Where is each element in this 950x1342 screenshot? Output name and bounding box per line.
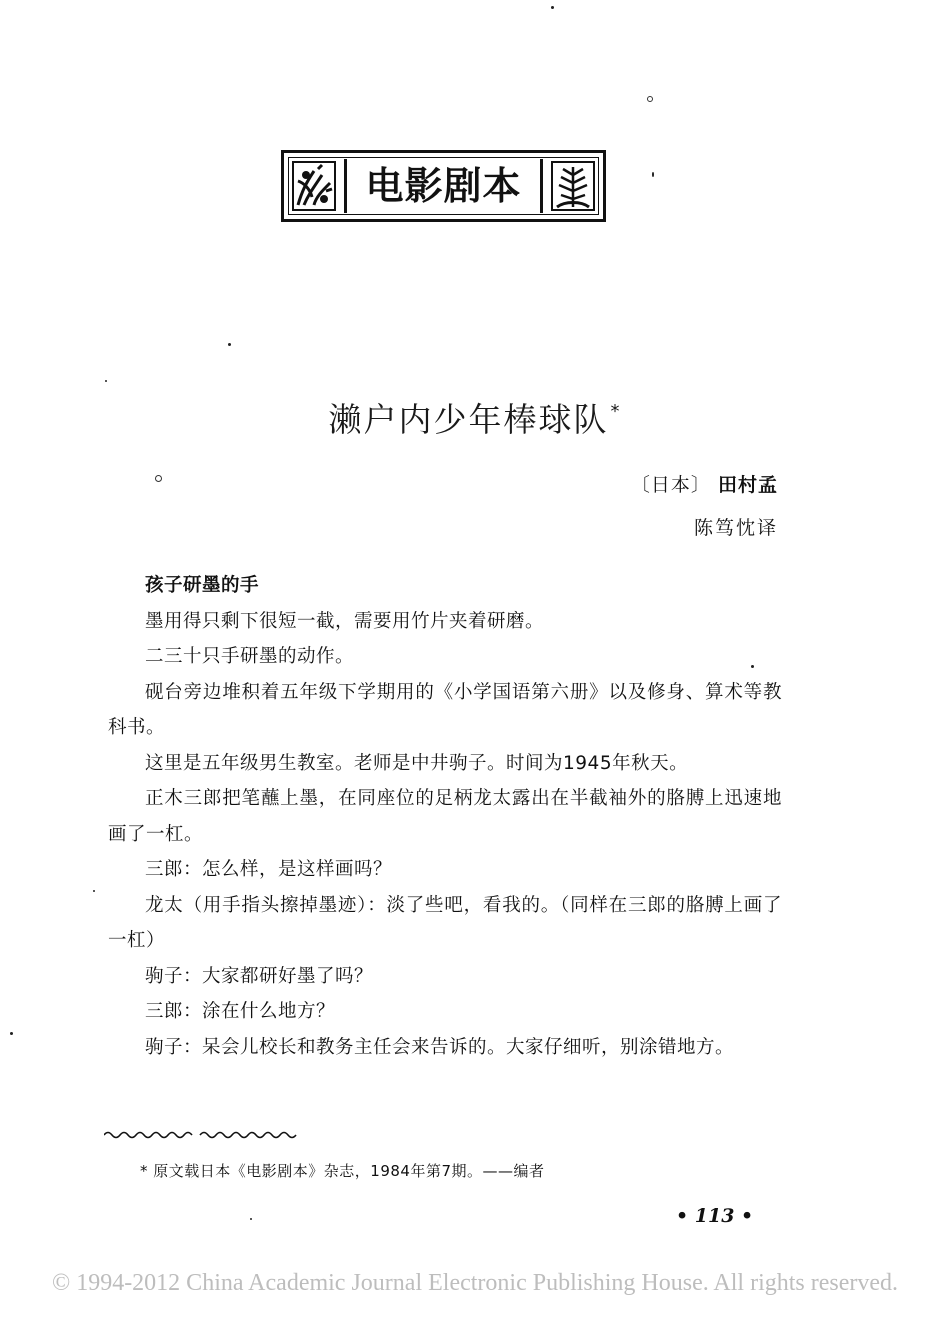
author-line (631, 470, 778, 497)
banner-ornament-right-icon (551, 161, 595, 211)
page-number: • 113 • (676, 1205, 754, 1227)
title-footnote-mark: * (610, 401, 622, 422)
article-title-text: 濑户内少年棒球队 (328, 400, 609, 439)
banner-divider-left (344, 159, 347, 213)
paragraph: 这里是五年级男生教室。老师是中井驹子。时间为1945年秋天。 (145, 752, 689, 774)
translator-line: 陈笃忱译 (693, 517, 778, 539)
paragraph: 砚台旁边堆积着五年级下学期用的《小学国语第六册》以及修身、算术等教科书。 (108, 681, 782, 738)
paragraph: 墨用得只剩下很短一截，需要用竹片夹着研磨。 (145, 610, 545, 632)
paragraph: 正木三郎把笔蘸上墨，在同座位的足柄龙太露出在半截袖外的胳膊上迅速地画了一杠。 (108, 788, 782, 845)
scene-heading: 孩子研墨的手 (145, 575, 260, 596)
paragraph: 二三十只手研墨的动作。 (145, 646, 355, 667)
scan-speck (551, 6, 554, 9)
footnote: * 原文载日本《电影剧本》杂志，1984年第7期。——编者 (140, 1162, 545, 1180)
author-origin: 〔日本〕 (630, 474, 711, 496)
scan-speck (652, 172, 654, 177)
scan-speck (751, 665, 754, 668)
scan-speck (105, 380, 107, 382)
scan-speck (250, 1218, 252, 1220)
author-name: 田村孟 (717, 474, 778, 496)
scan-speck (155, 475, 162, 482)
dialogue-line: 驹子：大家都研好墨了吗？ (145, 965, 374, 987)
scan-speck (647, 96, 653, 102)
script-body (108, 568, 782, 1065)
banner-divider-right (540, 159, 543, 213)
scan-speck (228, 343, 231, 346)
dialogue-line: 龙太（用手指头擦掉墨迹）：淡了些吧，看我的。（同样在三郎的胳膊上画了一杠） (108, 894, 782, 951)
dialogue-line: 三郎：涂在什么地方？ (145, 1001, 336, 1022)
dialogue-line: 驹子：呆会儿校长和教务主任会来告诉的。大家仔细听，别涂错地方。 (145, 1036, 735, 1058)
article-title (0, 394, 950, 441)
copyright-watermark: © 1994-2012 China Academic Journal Electronic Publishing House. All rights reserved. (51, 1270, 899, 1296)
banner-title: 电影剧本 (365, 164, 522, 208)
banner-ornament-left-icon (292, 161, 336, 211)
dialogue-line: 三郎：怎么样，是这样画吗？ (145, 859, 393, 880)
scan-speck (10, 1032, 13, 1035)
footnote-wave-divider (104, 1128, 300, 1142)
section-banner (281, 150, 606, 222)
scan-speck (93, 890, 95, 892)
